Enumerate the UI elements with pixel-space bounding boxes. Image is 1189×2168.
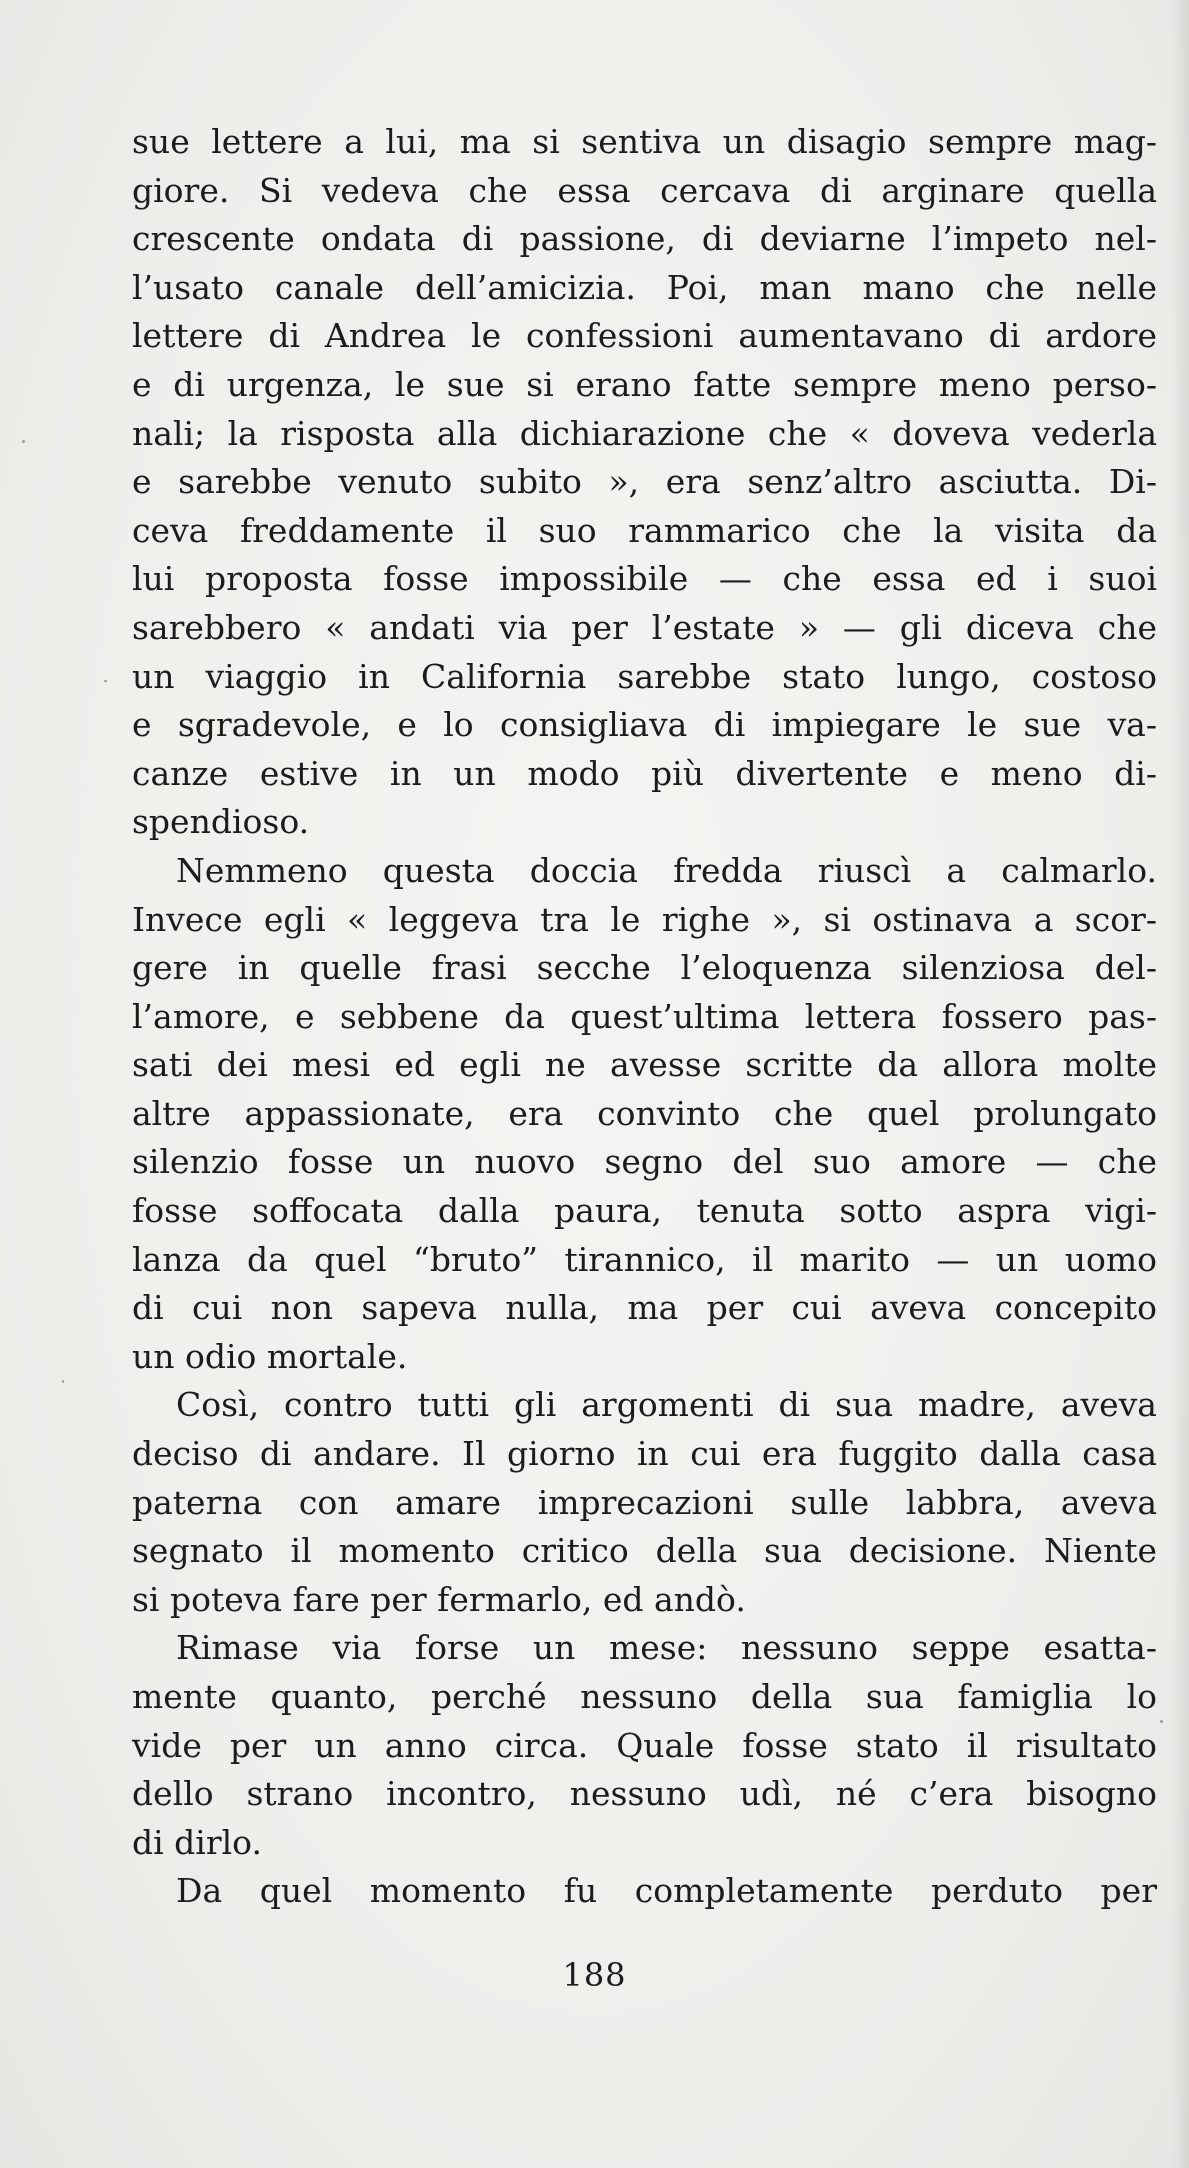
paper-speck <box>62 1380 64 1383</box>
text-line: lettere di Andrea le confessioni aumentavano di ardore <box>132 316 1157 356</box>
text-line: canze estive in un modo più divertente e meno di- <box>132 753 1157 793</box>
body-text <box>132 118 1157 1916</box>
text-line: e sarebbe venuto subito », era senz’altro asciutta. Di- <box>132 462 1157 502</box>
text-line: lui proposta fosse impossibile — che essa ed i suoi <box>132 559 1157 599</box>
text-line: Rimase via forse un mese: nessuno seppe esatta- <box>176 1628 1157 1668</box>
text-line: altre appassionate, era convinto che quel prolungato <box>132 1093 1157 1133</box>
text-line: gere in quelle frasi secche l’eloquenza silenziosa del- <box>132 948 1157 988</box>
text-line: spendioso. <box>132 802 310 842</box>
text-line: sarebbero « andati via per l’estate » — gli diceva che <box>132 607 1157 647</box>
text-line: ceva freddamente il suo rammarico che la visita da <box>132 510 1157 550</box>
text-line: paterna con amare imprecazioni sulle labbra, aveva <box>132 1482 1157 1522</box>
paper-speck <box>1160 1720 1163 1723</box>
text-line: mente quanto, perché nessuno della sua famiglia lo <box>132 1677 1157 1716</box>
page-edge-shadow <box>1171 0 1189 2168</box>
text-line: si poteva fare per fermarlo, ed andò. <box>132 1579 746 1619</box>
text-line: dello strano incontro, nessuno udì, né c’era bisogno <box>132 1774 1157 1814</box>
text-line: e di urgenza, le sue si erano fatte sempre meno perso- <box>132 364 1157 404</box>
text-line: lanza da quel “bruto” tirannico, il marito — un uomo <box>132 1239 1157 1279</box>
text-line: nali; la risposta alla dichiarazione che « doveva vederla <box>132 413 1157 453</box>
text-line: l’amore, e sebbene da quest’ultima lettera fossero pas- <box>132 996 1157 1036</box>
text-line: fosse soffocata dalla paura, tenuta sotto aspra vigi- <box>132 1191 1157 1231</box>
text-line: sue lettere a lui, ma si sentiva un disagio sempre mag- <box>132 122 1157 161</box>
text-line: Invece egli « leggeva tra le righe », si ostinava a scor- <box>132 899 1157 939</box>
text-line: un viaggio in California sarebbe stato lungo, costoso <box>132 656 1157 696</box>
text-line: giore. Si vedeva che essa cercava di arginare quella <box>132 170 1157 210</box>
text-line: deciso di andare. Il giorno in cui era fuggito dalla casa <box>132 1434 1157 1474</box>
paper-speck <box>22 440 25 443</box>
text-line: e sgradevole, e lo consigliava di impiegare le sue va- <box>132 705 1157 745</box>
text-line: Così, contro tutti gli argomenti di sua madre, aveva <box>176 1385 1157 1425</box>
page-number: 188 <box>562 1956 627 1994</box>
text-line: di dirlo. <box>132 1822 262 1862</box>
text-line: un odio mortale. <box>132 1336 408 1376</box>
paper-speck <box>104 680 107 682</box>
text-line: sati dei mesi ed egli ne avesse scritte da allora molte <box>132 1045 1157 1085</box>
text-line: Da quel momento fu completamente perduto per <box>176 1871 1157 1911</box>
text-line: vide per un anno circa. Quale fosse stato il risultato <box>132 1725 1157 1765</box>
text-line: silenzio fosse un nuovo segno del suo amore — che <box>132 1142 1157 1182</box>
text-line: crescente ondata di passione, di deviarne l’impeto nel- <box>132 219 1157 259</box>
text-line: di cui non sapeva nulla, ma per cui aveva concepito <box>132 1288 1157 1328</box>
text-line: l’usato canale dell’amicizia. Poi, man mano che nelle <box>132 267 1157 307</box>
text-line: segnato il momento critico della sua decisione. Niente <box>132 1531 1157 1571</box>
text-line: Nemmeno questa doccia fredda riuscì a calmarlo. <box>176 850 1157 890</box>
